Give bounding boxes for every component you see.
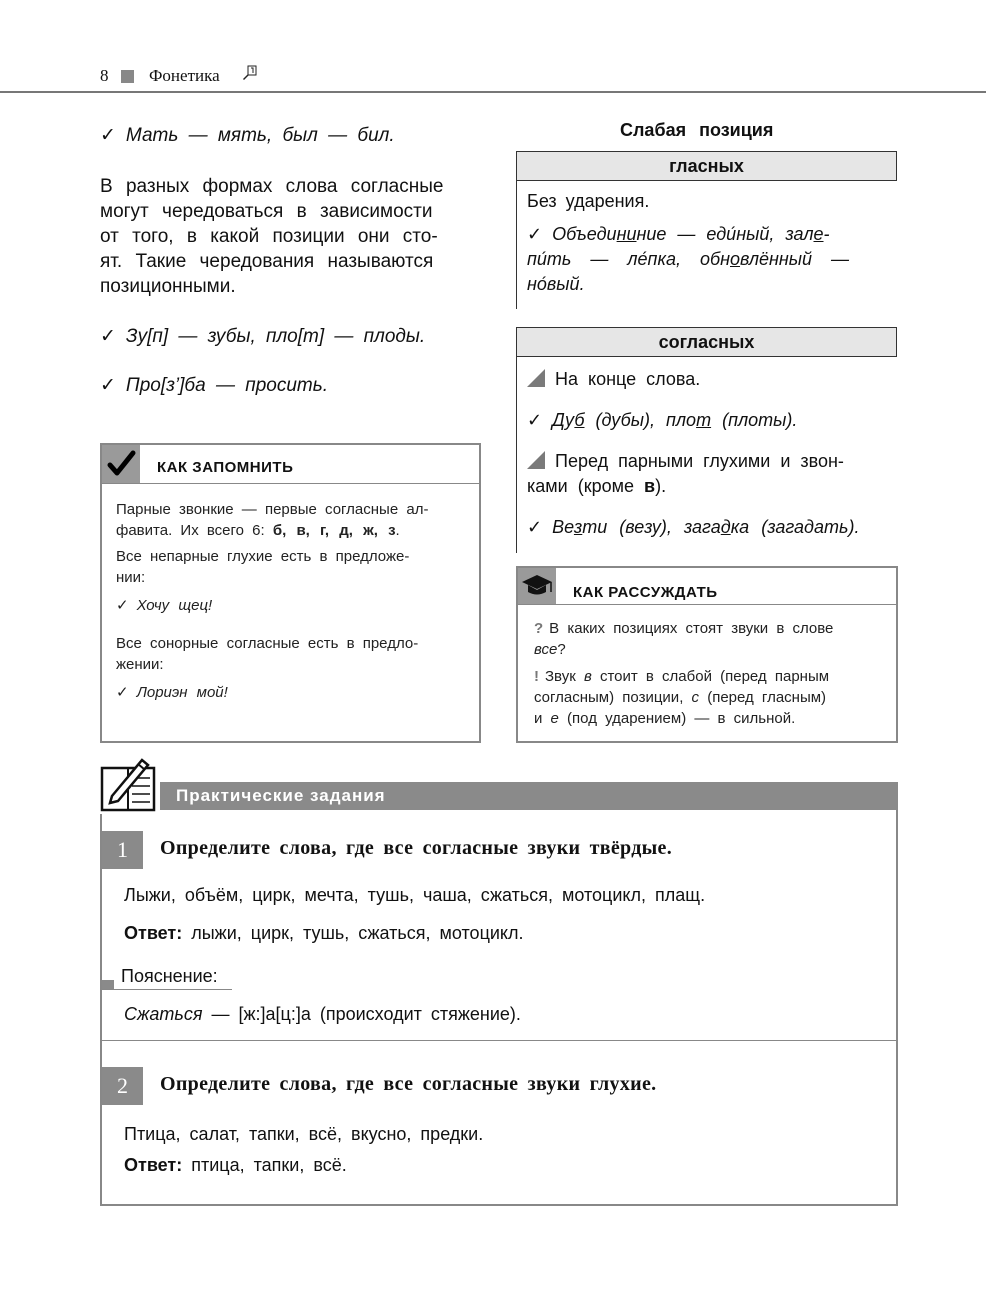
- notebook-pencil-icon: [98, 754, 160, 814]
- consonants-example: ✓ Дуб (дубы), плот (плоты).: [527, 410, 798, 431]
- explanation-marker: [102, 980, 114, 989]
- check-icon: ✓: [100, 325, 116, 347]
- remember-line: Все непарные глухие есть в предложе-: [116, 548, 410, 565]
- consonants-header: согласных: [516, 327, 897, 357]
- example-prozba: ✓ Про[з’]ба — просить.: [100, 374, 328, 396]
- explanation-label: Пояснение:: [121, 966, 218, 986]
- triangle-marker-icon: [527, 451, 545, 469]
- explanation-text: Сжаться — [ж:]а[ц:]а (происходит стяжение).: [124, 1004, 521, 1024]
- example-zuby: ✓ Зу[п] — зубы, пло[т] — плоды.: [100, 325, 426, 347]
- task-question: Определите слова, где все согласные звуки глухие.: [160, 1073, 657, 1095]
- task-question: Определите слова, где все согласные звуки твёрдые.: [160, 837, 673, 859]
- task-answer: Ответ: лыжи, цирк, тушь, сжаться, мотоцикл.: [124, 923, 524, 943]
- vowels-header: гласных: [516, 151, 897, 181]
- remember-content: [116, 499, 466, 703]
- reasoning-box: [516, 566, 898, 743]
- vowels-cell: [516, 181, 897, 309]
- consonants-rule-cont: ками (кроме в).: [527, 476, 667, 496]
- answer-line: и е (под ударением) — в сильной.: [534, 710, 796, 727]
- graduation-cap-icon: [518, 568, 556, 604]
- header-rule: [0, 91, 986, 93]
- check-icon: ✓: [116, 683, 129, 701]
- vowels-example-line: но́вый.: [527, 274, 585, 294]
- vowels-example-line: ✓ Объедининие — еди́ный, зале-: [527, 224, 830, 245]
- paragraph-line: позиционными.: [100, 276, 236, 297]
- remember-line: Все сонорные согласные есть в предло-: [116, 635, 419, 652]
- reasoning-content: [534, 618, 882, 729]
- remember-example: ✓ Лориэн мой!: [116, 683, 228, 701]
- exclamation-icon: !: [534, 668, 539, 685]
- answer-line: согласным) позиции, с (перед гласным): [534, 689, 827, 706]
- checkmark-icon: [102, 445, 140, 483]
- explanation-underline: [102, 989, 232, 990]
- weak-position-title: Слабая позиция: [620, 120, 774, 140]
- positional-paragraph: [100, 174, 481, 299]
- triangle-marker-icon: [527, 369, 545, 387]
- vowels-rule: Без ударения.: [527, 191, 650, 211]
- remember-line: фавита. Их всего 6: б, в, г, д, ж, з.: [116, 522, 400, 539]
- page-number: 8: [100, 66, 109, 85]
- check-icon: ✓: [100, 124, 116, 146]
- practice-band-title: Практические задания: [158, 782, 898, 810]
- paragraph-line: В разных формах слова согласные: [100, 176, 444, 197]
- paragraph-line: ят. Такие чередования называются: [100, 251, 434, 272]
- question-line: ? В каких позициях стоят звуки в слове: [534, 620, 834, 637]
- remember-line: Парные звонкие — первые согласные ал-: [116, 501, 429, 518]
- remember-box: [100, 443, 481, 743]
- task-divider: [102, 1040, 896, 1041]
- remember-title: КАК ЗАПОМНИТЬ: [157, 459, 294, 476]
- divider: [518, 604, 896, 605]
- check-icon: ✓: [116, 596, 129, 614]
- section-title: Фонетика: [149, 66, 220, 85]
- answer-line: ! Звук в стоит в слабой (перед парным: [534, 668, 830, 685]
- question-mark-icon: ?: [534, 620, 544, 637]
- section-mark-icon: [242, 65, 258, 84]
- check-icon: ✓: [100, 374, 116, 396]
- reasoning-title: КАК РАССУЖДАТЬ: [573, 584, 718, 601]
- paragraph-line: от того, в какой позиции они сто-: [100, 226, 438, 247]
- header-square: [121, 70, 134, 83]
- remember-line: жении:: [116, 656, 164, 673]
- consonants-cell: [516, 357, 897, 553]
- task-answer: Ответ: птица, тапки, всё.: [124, 1155, 347, 1175]
- paragraph-line: могут чередоваться в зависимости: [100, 201, 433, 222]
- question-line: все?: [534, 641, 566, 658]
- divider: [102, 483, 479, 484]
- check-icon: ✓: [527, 517, 543, 538]
- consonants-rule: Перед парными глухими и звон-: [527, 449, 897, 474]
- task-number-badge: 1: [102, 831, 143, 869]
- consonants-example: ✓ Везти (везу), загадка (загадать).: [527, 517, 860, 538]
- check-icon: ✓: [527, 224, 543, 245]
- example-mat: ✓ Мать — мять, был — бил.: [100, 124, 395, 146]
- vowels-example-line: пи́ть — ле́пка, обновлённый —: [527, 249, 850, 269]
- task-words: Лыжи, объём, цирк, мечта, тушь, чаша, сжаться, мотоцикл, плащ.: [124, 885, 706, 905]
- task-number-badge: 2: [102, 1067, 143, 1105]
- remember-line: нии:: [116, 569, 146, 586]
- remember-example: ✓ Хочу щец!: [116, 596, 213, 614]
- check-icon: ✓: [527, 410, 543, 431]
- task-words: Птица, салат, тапки, всё, вкусно, предки.: [124, 1124, 484, 1144]
- consonants-rule: На конце слова.: [527, 367, 897, 392]
